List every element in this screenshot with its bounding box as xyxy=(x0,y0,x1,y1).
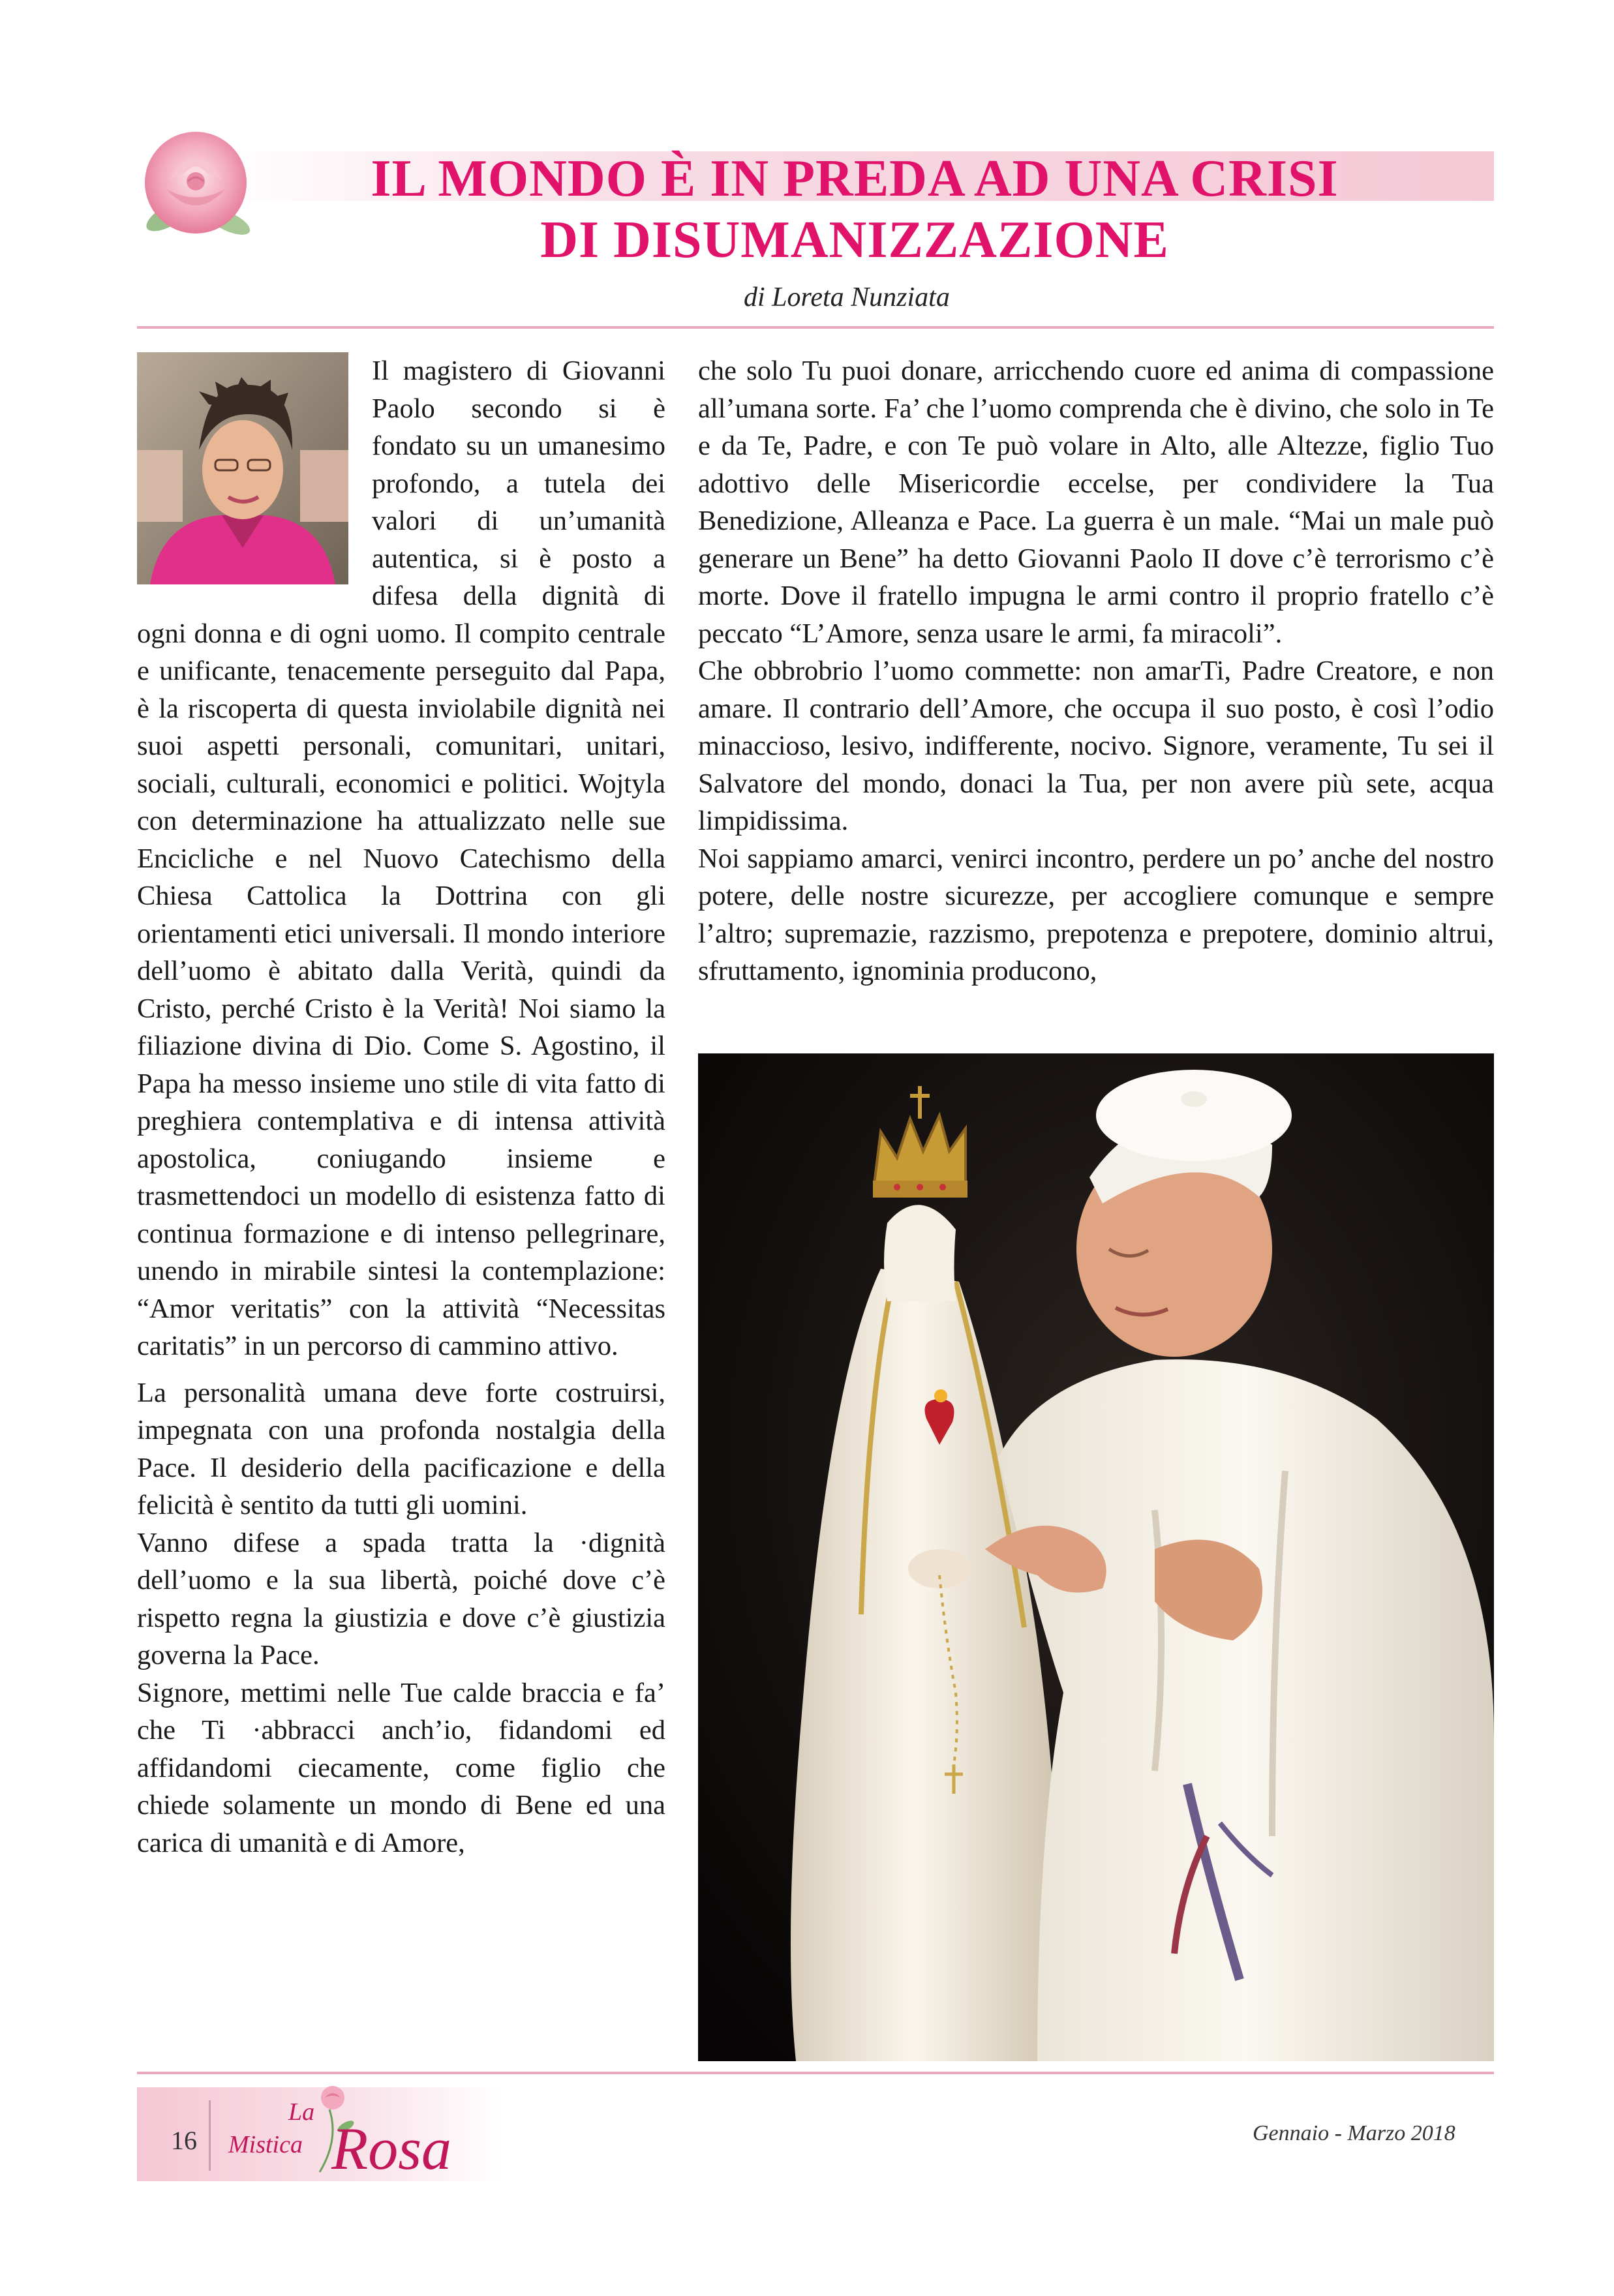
paragraph: Signore, mettimi nelle Tue calde braccia e fa’ che Ti ·abbracci anch’io, fidandomi ed affidandomi ciecamente, come figlio che chiede solamente un mondo di Bene ed una carica di umanità e di Amore, xyxy=(137,1677,665,1858)
issue-date: Gennaio - Marzo 2018 xyxy=(1253,2121,1455,2145)
author-portrait xyxy=(137,352,348,584)
paragraph: Noi sappiamo amarci, venirci incontro, perdere un po’ anche del nostro potere, delle nostre sicurezze, per accogliere comunque e sempre l’altro; supremazie, razzismo, prepotenza e prepotere, dominio altrui, sfruttamento, ignominia producono, xyxy=(698,843,1494,986)
logo-text-rosa: Rosa xyxy=(331,2115,451,2179)
logo-text-la: La xyxy=(288,2098,315,2126)
rose-logo xyxy=(215,2081,489,2179)
paragraph: Il magistero di Giovanni Paolo secondo si è fondato su un umanesimo profondo, a tutela dei valori di un’umanità autentica, si è posto a difesa della dignità di ogni donna e di ogni uomo. Il compito centrale e unificante, tenacemente perseguito dal Papa, è la riscoperta di questa inviolabile dignità nei suoi aspetti personali, comunitari, unitari, sociali, culturali, economici e politici. Wojtyla con determinazione ha attualizzato nelle sue Encicliche e nel Nuovo Catechismo della Chiesa Cattolica la Dottrina con gli orientamenti etici universali. Il mondo interiore dell’uomo è abitato dalla Verità, quindi da Cristo, perché Cristo è la Verità! Noi siamo la filiazione divina di Dio. Come S. Agostino, il Papa ha messo insieme uno stile di vita fatto di preghiera contemplativa e di intensa attività apostolica, coniugando insieme e trasmettendoci un modello di esistenza fatto di continua formazione e di intenso pellegrinare, unendo in mirabile sintesi la contemplazione: “Amor veritatis” con la attività “Necessitas caritatis” in un percorso di cammino attivo. xyxy=(137,355,665,1361)
footer-rule xyxy=(137,2072,1494,2074)
paragraph: che solo Tu puoi donare, arricchendo cuore ed anima di compassione all’umana sorte. Fa’ che l’uomo comprenda che è divino, che solo in Te e da Te, Padre, e con Te può volare in Alto, alle Altezze, figlio Tuo adottivo delle Misericordie eccelse, per condividere la Tua Benedizione, Alleanza e Pace. La guerra è un male. “Mai un male può generare un Bene” ha detto Giovanni Paolo II dove c’è terrorismo c’è morte. Dove il fratello impugna le armi contro il proprio fratello c’è peccato “L’Amore, senza usare le armi, fa miracoli”. xyxy=(698,355,1494,649)
right-column xyxy=(698,352,1494,990)
byline: di Loreta Nunziata xyxy=(744,282,950,312)
article-title-line-1: IL MONDO È IN PREDA AD UNA CRISI xyxy=(371,150,1339,207)
paragraph: La personalità umana deve forte costruirsi, impegnata con una profonda nostalgia della Pace. Il desiderio della pacificazione e della felicità è sentito da tutti gli uomini. xyxy=(137,1377,665,1520)
paragraph: Vanno difese a spada tratta la ·dignità dell’uomo e la sua libertà, poiché dove c’è rispetto regna la giustizia e dove c’è giustizia governa la Pace. xyxy=(137,1527,665,1670)
article-title-line-2: DI DISUMANIZZAZIONE xyxy=(540,211,1169,269)
left-column xyxy=(137,352,665,1862)
page-number: 16 xyxy=(171,2126,197,2155)
footer-divider xyxy=(209,2100,211,2171)
paragraph: Che obbrobrio l’uomo commette: non amarTi, Padre Creatore, e non amare. Il contrario dell’Amore, che occupa il suo posto, è così l’odio minaccioso, lesivo, indifferente, nocivo. Signore, veramente, Tu sei il Salvatore del mondo, donaci la Tua, per non avere più sete, acqua limpidissima. xyxy=(698,656,1494,836)
pope-madonna-photo xyxy=(698,1053,1494,2061)
header-rule xyxy=(137,326,1494,329)
logo-text-mistica: Mistica xyxy=(228,2131,303,2158)
